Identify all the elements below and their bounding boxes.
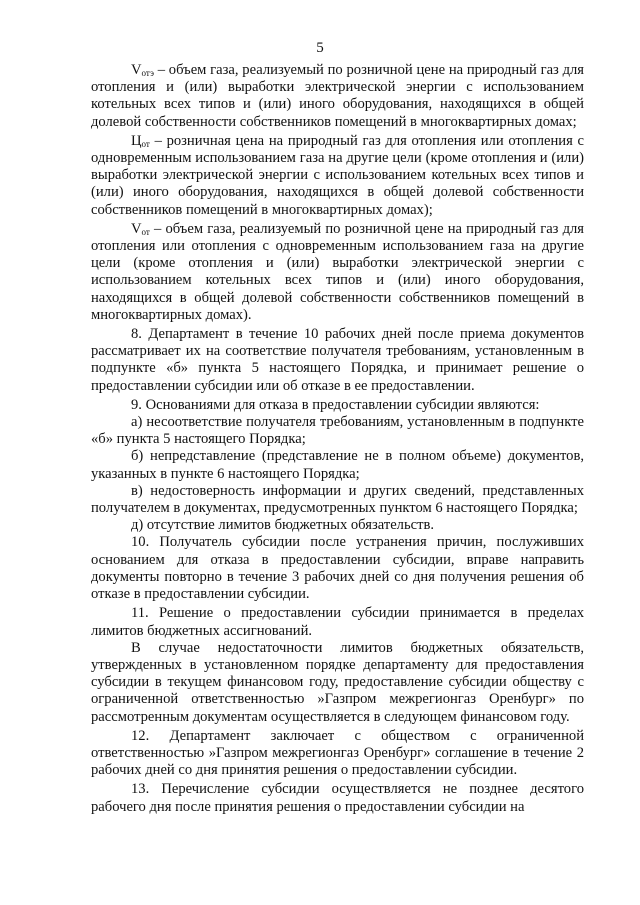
paragraph-11: 11. Решение о предоставлении субсидии принимается в пределах лимитов бюджетных ассигнований.	[91, 605, 584, 639]
paragraph-9: 9. Основаниями для отказа в предоставлении субсидии являются:	[131, 396, 540, 413]
definition-text: – объем газа, реализуемый по розничной цене на природный газ для отопления или отопления с одновременным использованием газа на другие цели (кроме отопления и (или) выработки электрической энергии с использованием котельных всех типов и (или) иного оборудования, находящихся в общей долевой собственности собственников помещений в многоквартирных домах).	[91, 220, 584, 323]
paragraph-9d: д) отсутствие лимитов бюджетных обязательств.	[131, 517, 435, 534]
paragraph-9v: в) недостоверность информации и других сведений, представленных получателем в документах, предусмотренных пунктом 6 настоящего Порядка;	[91, 482, 584, 517]
subscript: отэ	[141, 68, 154, 78]
subscript: от	[141, 138, 150, 149]
symbol: V	[131, 220, 142, 237]
definition-v-ot	[91, 221, 584, 324]
definition-v-ote	[91, 62, 584, 131]
symbol: V	[131, 62, 142, 78]
paragraph-10: 10. Получатель субсидии после устранения причин, послуживших основанием для отказа в предоставлении субсидии, вправе направить документы повторно в течение 3 рабочих дней со дня получения решения об отказе в предоставлении субсидии.	[91, 534, 584, 603]
page-number: 5	[316, 40, 324, 56]
paragraph-12: 12. Департамент заключает с обществом с ограниченной ответственностью »Газпром межрегионгаз Оренбург» соглашение в течение 2 рабочих дней со дня принятия решения о предоставлении субсидии.	[91, 727, 584, 779]
symbol: Ц	[131, 132, 142, 149]
paragraph-9b: б) непредставление (представление не в полном объеме) документов, указанных в пункте 6 настоящего Порядка;	[91, 448, 584, 482]
subscript: от	[141, 226, 150, 237]
definition-text: – объем газа, реализуемый по розничной цене на природный газ для отопления и (или) выработки электрической энергии с использованием котельных всех типов и (или) иного оборудования, находящихся в общей долевой собственности собственников помещений в многоквартирных домах;	[91, 62, 584, 130]
definition-text: – розничная цена на природный газ для отопления или отопления с одновременным использованием газа на другие цели (кроме отопления и (или) выработки электрической энергии с использованием котельных всех типов и (или) иного оборудования, находящихся в общей долевой собственности собственников помещений в многоквартирных домах);	[91, 132, 584, 218]
document-body	[91, 62, 584, 816]
paragraph-9a: а) несоответствие получателя требованиям, установленным в подпункте «б» пункта 5 настоящего Порядка;	[91, 414, 584, 448]
paragraph-13: 13. Перечисление субсидии осуществляется не позднее десятого рабочего дня после принятия решения о предоставлении субсидии на	[91, 781, 584, 815]
definition-ts-ot	[91, 133, 584, 219]
paragraph-8: 8. Департамент в течение 10 рабочих дней после приема документов рассматривает их на соответствие получателя требованиям, установленным в подпункте «б» пункта 5 настоящего Порядка, и принимает решение о предоставлении субсидии или об отказе в ее предоставлении.	[91, 326, 584, 394]
paragraph-11-continued: В случае недостаточности лимитов бюджетных обязательств, утвержденных в установленном порядке департаменту для предоставления субсидии в текущем финансовом году, предоставление субсидии обществу с ограниченной ответственностью »Газпром межрегионгаз Оренбург» по рассмотренным документам осуществляется в следующем финансовом году.	[91, 639, 584, 725]
